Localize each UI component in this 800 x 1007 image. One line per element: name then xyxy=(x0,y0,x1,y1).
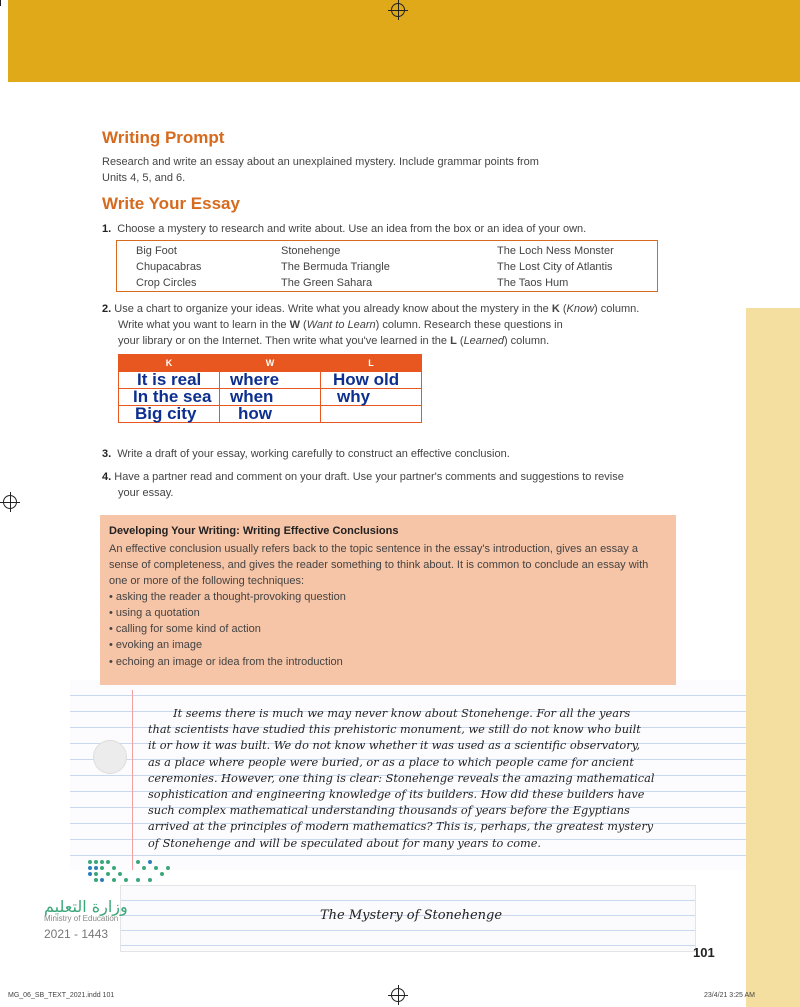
text-run: ) column. xyxy=(594,303,640,315)
dev-list-item: • using a quotation xyxy=(109,607,200,619)
essay-line: as a place where people were buried, or as a place to which people came for ancient xyxy=(148,755,634,769)
crop-mark xyxy=(0,0,1,6)
registration-mark-icon xyxy=(391,988,405,1002)
step-number: 1. xyxy=(102,223,112,235)
step-2-line xyxy=(102,333,742,349)
text-run: ( xyxy=(300,319,307,331)
essay-line: it or how it was built. We do not know whether it was used as a scientific observatory, xyxy=(148,739,641,753)
paper-margin-line xyxy=(132,690,133,870)
kwl-cell[interactable]: how xyxy=(220,406,321,423)
idea-item: Chupacabras xyxy=(136,261,202,273)
essay-line: such complex mathematical understanding thousands of years before the Egyptians xyxy=(148,804,630,818)
kwl-cell[interactable] xyxy=(321,406,422,423)
essay-line: It seems there is much we may never know about Stonehenge. For all the years xyxy=(148,707,631,720)
step-text: Write a draft of your essay, working carefully to construct an effective conclusion. xyxy=(117,448,510,460)
text-run: Use a chart to organize your ideas. Write what you already know about the mystery in the xyxy=(114,303,552,315)
text-run: your library or on the Internet. Then write what you've learned in the xyxy=(118,335,451,347)
model-essay xyxy=(148,706,708,852)
text-run: ) column. Research these questions in xyxy=(375,319,563,331)
dev-title: Developing Your Writing: Writing Effective Conclusions xyxy=(109,525,399,537)
text-run: W xyxy=(289,319,300,331)
idea-item: The Taos Hum xyxy=(497,277,569,289)
academic-year: 2021 - 1443 xyxy=(44,927,109,941)
footer-filename: MG_06_SB_TEXT_2021.indd 101 xyxy=(8,992,115,999)
registration-mark-icon xyxy=(3,495,17,509)
kwl-header-w: W xyxy=(220,355,321,372)
step-2-line xyxy=(102,317,742,333)
text-run: ( xyxy=(456,335,464,347)
step-number: 4. xyxy=(102,471,112,483)
heading-write-essay: Write Your Essay xyxy=(102,194,240,213)
page-edge-tab xyxy=(746,308,800,1007)
step-4 xyxy=(102,469,624,501)
dev-list-item: • asking the reader a thought-provoking question xyxy=(109,591,346,603)
step-3 xyxy=(102,446,510,462)
kwl-cell[interactable]: where xyxy=(220,372,321,389)
idea-item: Stonehenge xyxy=(281,245,341,257)
essay-line: that scientists have studied this prehistoric monument, we still do not know who built xyxy=(148,723,641,737)
dev-list-item: • echoing an image or idea from the introduction xyxy=(109,656,343,668)
text-run: ) column. xyxy=(503,335,550,347)
heading-writing-prompt: Writing Prompt xyxy=(102,128,225,147)
developing-writing-box xyxy=(100,515,676,685)
essay-line: ceremonies. However, one thing is clear: Stonehenge reveals the amazing mathematical xyxy=(148,771,655,785)
idea-item: The Lost City of Atlantis xyxy=(497,261,613,273)
ministry-name-english: Ministry of Education xyxy=(44,914,119,923)
essay-title: The Mystery of Stonehenge xyxy=(320,908,503,923)
kwl-cell[interactable]: why xyxy=(321,389,422,406)
kwl-cell[interactable]: It is real xyxy=(119,372,220,389)
essay-line: sophistication and engineering knowledge of its builders. How did these builders have xyxy=(148,788,645,802)
step-text: Have a partner read and comment on your draft. Use your partner's comments and suggestions to revise xyxy=(114,471,624,483)
text-run: ( xyxy=(559,303,567,315)
essay-line: arrived at the principles of modern mathematics? This is, perhaps, the greatest mystery xyxy=(148,820,654,834)
text-run: Write what you want to learn in the xyxy=(118,319,290,331)
kwl-chart xyxy=(118,354,422,423)
kwl-header-l: L xyxy=(321,355,422,372)
registration-mark-icon xyxy=(391,3,405,17)
text-run: Learned xyxy=(463,335,504,347)
idea-item: The Bermuda Triangle xyxy=(281,261,390,273)
step-2-line xyxy=(102,301,742,317)
step-text: your essay. xyxy=(118,487,174,499)
kwl-cell[interactable]: Big city xyxy=(119,406,220,423)
ideas-box xyxy=(116,240,658,292)
text-run: K xyxy=(551,303,560,315)
page-number: 101 xyxy=(693,945,715,960)
prompt-line: Research and write an essay about an unexplained mystery. Include grammar points from xyxy=(102,156,539,168)
text-run: L xyxy=(450,335,457,347)
step-number: 2. xyxy=(102,303,112,315)
prompt-line: Units 4, 5, and 6. xyxy=(102,172,186,184)
ministry-name-arabic: وزارة التعليم xyxy=(44,897,128,916)
essay-line: of Stonehenge and will be speculated about for many years to come. xyxy=(148,836,541,850)
idea-item: The Green Sahara xyxy=(281,277,373,289)
dev-body: An effective conclusion usually refers back to the topic sentence in the essay's introduction, gives an essay a sense of completeness, and gives the reader something to think about. It is common to conclude an essay with one or more of the following techniques: xyxy=(109,543,649,587)
dev-list-item: • calling for some kind of action xyxy=(109,623,261,635)
text-run: Know xyxy=(566,303,595,315)
step-text: Choose a mystery to research and write about. Use an idea from the box or an idea of your own. xyxy=(117,223,587,235)
idea-item: Big Foot xyxy=(136,245,177,257)
kwl-cell[interactable]: when xyxy=(220,389,321,406)
idea-item: The Loch Ness Monster xyxy=(497,245,614,257)
text-run: Want to Learn xyxy=(306,319,376,331)
paper-punch-hole xyxy=(93,740,127,774)
step-2 xyxy=(102,301,742,349)
prompt-text xyxy=(102,154,539,186)
kwl-header-k: K xyxy=(119,355,220,372)
kwl-cell[interactable]: How old xyxy=(321,372,422,389)
step-number: 3. xyxy=(102,448,112,460)
dev-list-item: • evoking an image xyxy=(109,639,203,651)
idea-item: Crop Circles xyxy=(136,277,197,289)
kwl-cell[interactable]: In the sea xyxy=(119,389,220,406)
step-1 xyxy=(102,221,586,237)
footer-timestamp: 23/4/21 3:25 AM xyxy=(704,992,755,999)
